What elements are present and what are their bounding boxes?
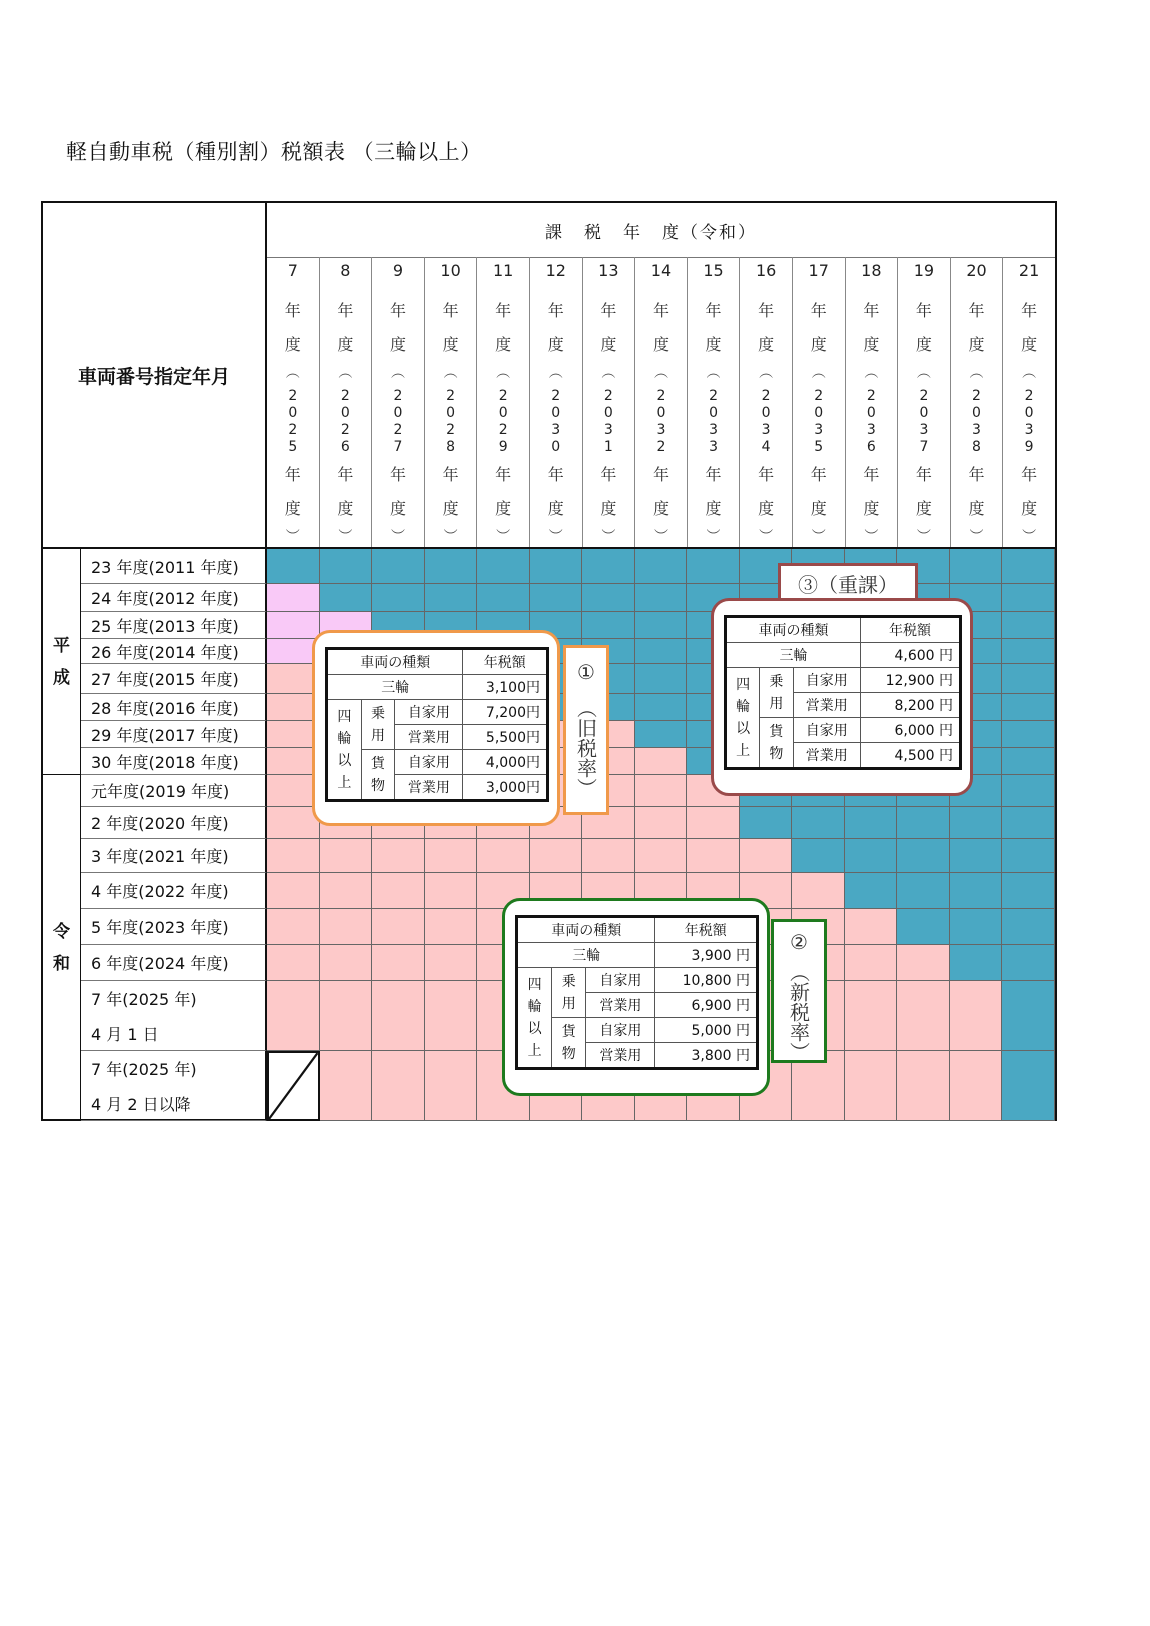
- row-label: 30 年度(2018 年度): [81, 748, 267, 775]
- tax-cell: [372, 1051, 425, 1121]
- year-column-header: 17 年 度 ︵ 2 0 3 5 年 度 ︶: [793, 257, 846, 547]
- row-label: 27 年度(2015 年度): [81, 664, 267, 694]
- amount-value: 6,000 円: [861, 718, 961, 743]
- header-part: 課: [545, 222, 564, 243]
- sub-type-label: 乗 用: [552, 968, 586, 1018]
- four-wheel-label: 四 輪 以 上: [517, 968, 552, 1069]
- tax-cell: [372, 909, 425, 945]
- row-label: 23 年度(2011 年度): [81, 549, 267, 584]
- new-rate-table: [515, 915, 759, 1070]
- tax-cell: [267, 945, 320, 981]
- use-label: 自家用: [395, 750, 463, 775]
- use-label: 営業用: [793, 743, 861, 769]
- vehicle-type-header: 車両の種類: [726, 617, 861, 643]
- tax-cell: [320, 549, 373, 584]
- caption-old: （旧税率）: [573, 698, 598, 798]
- use-label: 自家用: [586, 968, 655, 993]
- new-rate-box: [502, 898, 770, 1096]
- header-part: 度（令和）: [662, 222, 757, 243]
- tax-cell: [425, 981, 478, 1051]
- new-rate-caption: [771, 919, 827, 1063]
- year-column-header: 21 年 度 ︵ 2 0 3 9 年 度 ︶: [1018, 261, 1040, 545]
- header-part: 年: [623, 222, 642, 243]
- tax-cell: [635, 549, 688, 584]
- tax-cell: [425, 839, 478, 873]
- vehicle-type-header: 車両の種類: [517, 917, 655, 943]
- row-label: 7 年(2025 年) 4 月 1 日: [81, 981, 267, 1051]
- tax-cell: [425, 584, 478, 612]
- tax-cell: [530, 839, 583, 873]
- tax-cell: [635, 639, 688, 664]
- year-column-header: 7 年 度 ︵ 2 0 2 5 年 度 ︶: [267, 257, 320, 547]
- tax-cell: [897, 807, 950, 839]
- old-rate-caption: [563, 645, 609, 815]
- caption-new: （新税率）: [786, 962, 811, 1062]
- tax-cell: [530, 549, 583, 584]
- amount-value: 10,800 円: [655, 968, 758, 993]
- amount-value: 4,000円: [463, 750, 548, 775]
- amount-value: 7,200円: [463, 700, 548, 725]
- tax-cell: [372, 839, 425, 873]
- tax-cell: [845, 1051, 898, 1121]
- row-label: 5 年度(2023 年度): [81, 909, 267, 945]
- era-label: 令 和: [43, 775, 81, 1121]
- year-column-header: 12 年 度 ︵ 2 0 3 0 年 度 ︶: [530, 257, 583, 547]
- tax-cell: [1002, 945, 1055, 981]
- tax-cell: [687, 807, 740, 839]
- tax-cell: [635, 694, 688, 721]
- row-label: 3 年度(2021 年度): [81, 839, 267, 873]
- year-column-header: 9 年 度 ︵ 2 0 2 7 年 度 ︶: [372, 257, 425, 547]
- amount-header: 年税額: [861, 617, 961, 643]
- tax-cell: [267, 612, 320, 639]
- badge-2: ②: [790, 930, 808, 954]
- tax-cell: [1002, 981, 1055, 1051]
- tax-cell: [1002, 775, 1055, 807]
- tax-cell: [950, 981, 1003, 1051]
- year-column-header: 20 年 度 ︵ 2 0 3 8 年 度 ︶: [951, 257, 1004, 547]
- tax-cell: [582, 549, 635, 584]
- tax-cell: [845, 839, 898, 873]
- tax-cell: [845, 873, 898, 909]
- row-label: 元年度(2019 年度): [81, 775, 267, 807]
- tax-cell: [320, 909, 373, 945]
- tax-cell: [635, 839, 688, 873]
- use-label: 自家用: [395, 700, 463, 725]
- three-wheel-amount: 4,600 円: [861, 643, 961, 668]
- row-label: 26 年度(2014 年度): [81, 639, 267, 664]
- use-label: 営業用: [395, 775, 463, 801]
- use-label: 自家用: [793, 718, 861, 743]
- tax-cell: [477, 584, 530, 612]
- sub-type-label: 貨 物: [760, 718, 793, 769]
- use-label: 営業用: [793, 693, 861, 718]
- year-column-header: 16 年 度 ︵ 2 0 3 4 年 度 ︶: [740, 257, 793, 547]
- tax-cell: [267, 981, 320, 1051]
- three-wheel-amount: 3,100円: [463, 675, 548, 700]
- use-label: 自家用: [793, 668, 861, 693]
- tax-cell: [635, 664, 688, 694]
- tax-cell: [477, 549, 530, 584]
- tax-cell: [425, 549, 478, 584]
- use-label: 営業用: [586, 1043, 655, 1069]
- tax-cell: [635, 775, 688, 807]
- row-header-label: 車両番号指定年月: [43, 203, 267, 549]
- amount-header: 年税額: [463, 649, 548, 675]
- amount-header: 年税額: [655, 917, 758, 943]
- three-wheel-label: 三輪: [726, 643, 861, 668]
- header-part: 税: [584, 222, 603, 243]
- tax-cell: [1002, 694, 1055, 721]
- tax-cell: [530, 584, 583, 612]
- tax-cell: [1002, 873, 1055, 909]
- amount-value: 5,000 円: [655, 1018, 758, 1043]
- tax-cell: [950, 945, 1003, 981]
- tax-cell: [687, 549, 740, 584]
- tax-cell: [950, 807, 1003, 839]
- tax-cell: [845, 981, 898, 1051]
- old-rate-box: [312, 630, 560, 826]
- tax-cell: [372, 584, 425, 612]
- tax-cell: [1002, 839, 1055, 873]
- row-label: 25 年度(2013 年度): [81, 612, 267, 639]
- tax-cell: [267, 873, 320, 909]
- tax-cell: [950, 909, 1003, 945]
- tax-cell: [425, 1051, 478, 1121]
- tax-cell: [1002, 549, 1055, 584]
- tax-cell: [425, 909, 478, 945]
- tax-cell: [635, 612, 688, 639]
- old-rate-table: [325, 647, 549, 802]
- column-header-label: [267, 203, 1055, 258]
- tax-cell: [425, 945, 478, 981]
- diagonal-slash-icon: [269, 1053, 318, 1119]
- row-label: 24 年度(2012 年度): [81, 584, 267, 612]
- tax-cell: [582, 584, 635, 612]
- amount-value: 6,900 円: [655, 993, 758, 1018]
- amount-value: 4,500 円: [861, 743, 961, 769]
- year-column-header: 19 年 度 ︵ 2 0 3 7 年 度 ︶: [898, 257, 951, 547]
- row-label: 6 年度(2024 年度): [81, 945, 267, 981]
- badge-3: ③（重課）: [798, 572, 898, 597]
- tax-cell: [740, 839, 793, 873]
- amount-value: 12,900 円: [861, 668, 961, 693]
- tax-cell: [1002, 721, 1055, 748]
- row-label: 4 年度(2022 年度): [81, 873, 267, 909]
- tax-cell: [320, 584, 373, 612]
- tax-cell: [792, 839, 845, 873]
- tax-cell: [582, 839, 635, 873]
- tax-cell: [320, 1051, 373, 1121]
- tax-cell: [845, 945, 898, 981]
- tax-cell: [1002, 612, 1055, 639]
- tax-cell: [372, 873, 425, 909]
- row-label: 2 年度(2020 年度): [81, 807, 267, 839]
- tax-cell: [267, 549, 320, 584]
- amount-value: 3,000円: [463, 775, 548, 801]
- tax-cell: [425, 873, 478, 909]
- year-columns: [267, 257, 1055, 549]
- tax-cell: [1002, 807, 1055, 839]
- tax-cell: [267, 909, 320, 945]
- heavy-rate-table: [724, 615, 962, 770]
- three-wheel-label: 三輪: [517, 943, 655, 968]
- three-wheel-label: 三輪: [327, 675, 463, 700]
- amount-value: 5,500円: [463, 725, 548, 750]
- tax-cell: [372, 981, 425, 1051]
- tax-cell: [1002, 1051, 1055, 1121]
- tax-cell: [582, 612, 635, 639]
- tax-cell: [320, 873, 373, 909]
- use-label: 営業用: [395, 725, 463, 750]
- sub-type-label: 乗 用: [760, 668, 793, 718]
- tax-cell: [635, 807, 688, 839]
- tax-cell: [372, 945, 425, 981]
- row-label: 29 年度(2017 年度): [81, 721, 267, 748]
- tax-cell: [477, 839, 530, 873]
- tax-cell: [635, 584, 688, 612]
- tax-cell: [320, 945, 373, 981]
- use-label: 自家用: [586, 1018, 655, 1043]
- year-column-header: 10 年 度 ︵ 2 0 2 8 年 度 ︶: [425, 257, 478, 547]
- tax-cell: [1002, 909, 1055, 945]
- year-column-header: 15 年 度 ︵ 2 0 3 3 年 度 ︶: [688, 257, 741, 547]
- tax-cell: [845, 807, 898, 839]
- tax-cell: [1002, 664, 1055, 694]
- tax-cell: [897, 839, 950, 873]
- amount-value: 8,200 円: [861, 693, 961, 718]
- use-label: 営業用: [586, 993, 655, 1018]
- four-wheel-label: 四 輪 以 上: [327, 700, 362, 801]
- tax-cell: [1002, 584, 1055, 612]
- row-label: 7 年(2025 年) 4 月 2 日以降: [81, 1051, 267, 1121]
- tax-cell: [897, 1051, 950, 1121]
- year-column-header: 14 年 度 ︵ 2 0 3 2 年 度 ︶: [635, 257, 688, 547]
- year-column-header: 13 年 度 ︵ 2 0 3 1 年 度 ︶: [583, 257, 636, 547]
- page-title: 軽自動車税（種別割）税額表 （三輪以上）: [66, 140, 482, 164]
- three-wheel-amount: 3,900 円: [655, 943, 758, 968]
- tax-cell: [897, 909, 950, 945]
- tax-cell: [320, 981, 373, 1051]
- tax-cell: [687, 839, 740, 873]
- tax-cell: [950, 549, 1003, 584]
- tax-cell: [372, 549, 425, 584]
- amount-value: 3,800 円: [655, 1043, 758, 1069]
- tax-cell: [267, 1051, 320, 1121]
- year-column-header: 11 年 度 ︵ 2 0 2 9 年 度 ︶: [477, 257, 530, 547]
- row-label: 28 年度(2016 年度): [81, 694, 267, 721]
- tax-cell: [740, 807, 793, 839]
- year-column-header: 18 年 度 ︵ 2 0 3 6 年 度 ︶: [846, 257, 899, 547]
- vehicle-type-header: 車両の種類: [327, 649, 463, 675]
- badge-1: ①: [577, 660, 595, 684]
- tax-cell: [950, 839, 1003, 873]
- heavy-rate-badge: [778, 563, 918, 603]
- tax-cell: [635, 721, 688, 748]
- tax-cell: [897, 873, 950, 909]
- era-label: 平 成: [43, 549, 81, 775]
- tax-cell: [950, 873, 1003, 909]
- tax-cell: [320, 839, 373, 873]
- tax-cell: [792, 807, 845, 839]
- sub-type-label: 貨 物: [361, 750, 395, 801]
- tax-cell: [897, 945, 950, 981]
- tax-cell: [1002, 748, 1055, 775]
- sub-type-label: 乗 用: [361, 700, 395, 750]
- heavy-rate-box: [711, 598, 973, 796]
- four-wheel-label: 四 輪 以 上: [726, 668, 760, 769]
- tax-cell: [950, 1051, 1003, 1121]
- tax-cell: [267, 584, 320, 612]
- tax-cell: [267, 839, 320, 873]
- sub-type-label: 貨 物: [552, 1018, 586, 1069]
- tax-cell: [897, 981, 950, 1051]
- tax-cell: [845, 909, 898, 945]
- year-column-header: 8 年 度 ︵ 2 0 2 6 年 度 ︶: [320, 257, 373, 547]
- tax-cell: [635, 748, 688, 775]
- tax-cell: [1002, 639, 1055, 664]
- tax-cell: [792, 873, 845, 909]
